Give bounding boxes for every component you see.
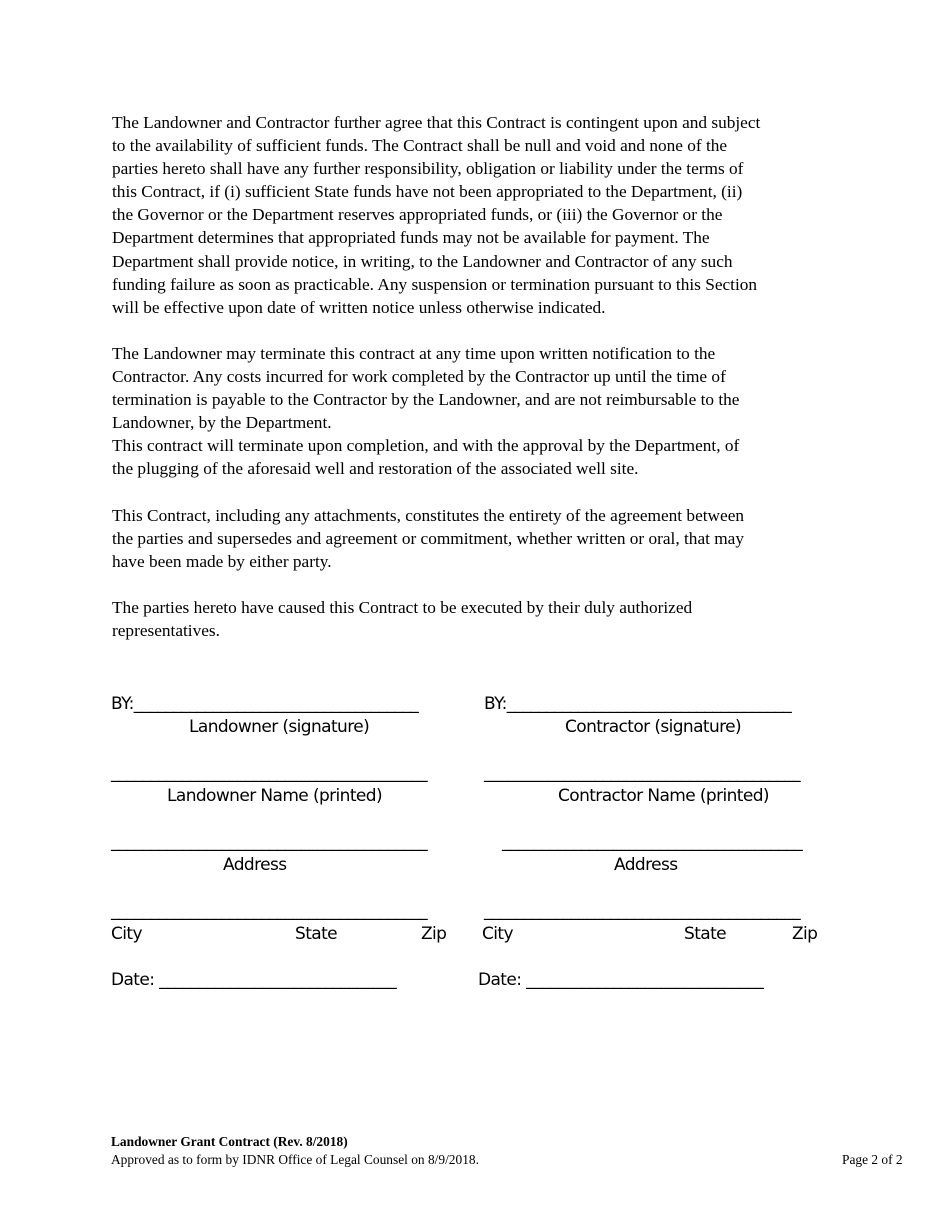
- paragraph-line: representatives.: [112, 621, 220, 641]
- paragraph-line: to the availability of sufficient funds. The Contract shall be null and void and none of the: [112, 136, 728, 156]
- paragraph-line: the plugging of the aforesaid well and restoration of the associated well site.: [112, 459, 639, 479]
- contractor-name-caption: Contractor Name (printed): [558, 786, 769, 806]
- paragraph-line: Landowner, by the Department.: [112, 413, 332, 433]
- funding-contingency-paragraph: [112, 111, 852, 319]
- paragraph-line: the parties and supersedes and agreement or commitment, whether written or oral, that may: [112, 529, 744, 549]
- contractor-zip-label: Zip: [792, 924, 818, 944]
- paragraph-line: funding failure as soon as practicable. Any suspension or termination pursuant to this Section: [112, 274, 758, 294]
- entire-agreement-paragraph: [112, 504, 852, 573]
- paragraph-line: The Landowner may terminate this contract at any time upon written notification to the: [112, 344, 716, 363]
- execution-paragraph: [112, 596, 852, 642]
- contractor-state-label: State: [684, 924, 726, 944]
- landowner-name-caption: Landowner Name (printed): [167, 786, 383, 806]
- contractor-name-line[interactable]: ________________________________________: [484, 763, 801, 783]
- termination-paragraph: [112, 342, 852, 481]
- landowner-city-state-zip-line[interactable]: ________________________________________: [111, 901, 428, 921]
- contractor-signature-line[interactable]: BY:____________________________________: [484, 694, 792, 714]
- page-number: Page 2 of 2: [842, 1152, 903, 1167]
- landowner-address-caption: Address: [223, 855, 287, 875]
- paragraph-line: will be effective upon date of written notice unless otherwise indicated.: [112, 297, 606, 317]
- paragraph-line: The parties hereto have caused this Contract to be executed by their duly authorized: [112, 598, 693, 617]
- contractor-city-label: City: [482, 924, 513, 944]
- contractor-date-line[interactable]: Date: ______________________________: [478, 970, 764, 990]
- paragraph-line: termination is payable to the Contractor by the Landowner, and are not reimbursable to the: [112, 390, 740, 410]
- landowner-date-line[interactable]: Date: ______________________________: [111, 970, 397, 990]
- landowner-address-line[interactable]: ________________________________________: [111, 832, 428, 852]
- paragraph-line: This Contract, including any attachments, constitutes the entirety of the agreement between: [112, 506, 745, 525]
- footer-form-title: Landowner Grant Contract (Rev. 8/2018): [111, 1134, 348, 1149]
- paragraph-line: this Contract, if (i) sufficient State funds have not been appropriated to the Department, (ii): [112, 182, 743, 202]
- contractor-address-caption: Address: [614, 855, 678, 875]
- paragraph-line: have been made by either party.: [112, 552, 332, 572]
- landowner-state-label: State: [295, 924, 337, 944]
- paragraph-line: Department determines that appropriated funds may not be available for payment. The: [112, 228, 710, 248]
- paragraph-line: parties hereto shall have any further responsibility, obligation or liability under the terms of: [112, 159, 744, 179]
- contractor-city-state-zip-line[interactable]: ________________________________________: [484, 901, 801, 921]
- landowner-signature-line[interactable]: BY:____________________________________: [111, 694, 419, 714]
- landowner-name-line[interactable]: ________________________________________: [111, 763, 428, 783]
- footer-approval-note: Approved as to form by IDNR Office of Legal Counsel on 8/9/2018.: [111, 1152, 479, 1167]
- landowner-signature-caption: Landowner (signature): [189, 717, 370, 737]
- paragraph-line: This contract will terminate upon completion, and with the approval by the Department, of: [112, 436, 740, 456]
- contractor-address-line[interactable]: ______________________________________: [502, 832, 803, 852]
- paragraph-line: Contractor. Any costs incurred for work completed by the Contractor up until the time of: [112, 367, 726, 387]
- landowner-zip-label: Zip: [421, 924, 447, 944]
- paragraph-line: the Governor or the Department reserves appropriated funds, or (iii) the Governor or the: [112, 205, 723, 225]
- landowner-city-label: City: [111, 924, 142, 944]
- contractor-signature-caption: Contractor (signature): [565, 717, 742, 737]
- paragraph-line: Department shall provide notice, in writing, to the Landowner and Contractor of any such: [112, 251, 733, 271]
- paragraph-line: The Landowner and Contractor further agree that this Contract is contingent upon and subject: [112, 113, 761, 132]
